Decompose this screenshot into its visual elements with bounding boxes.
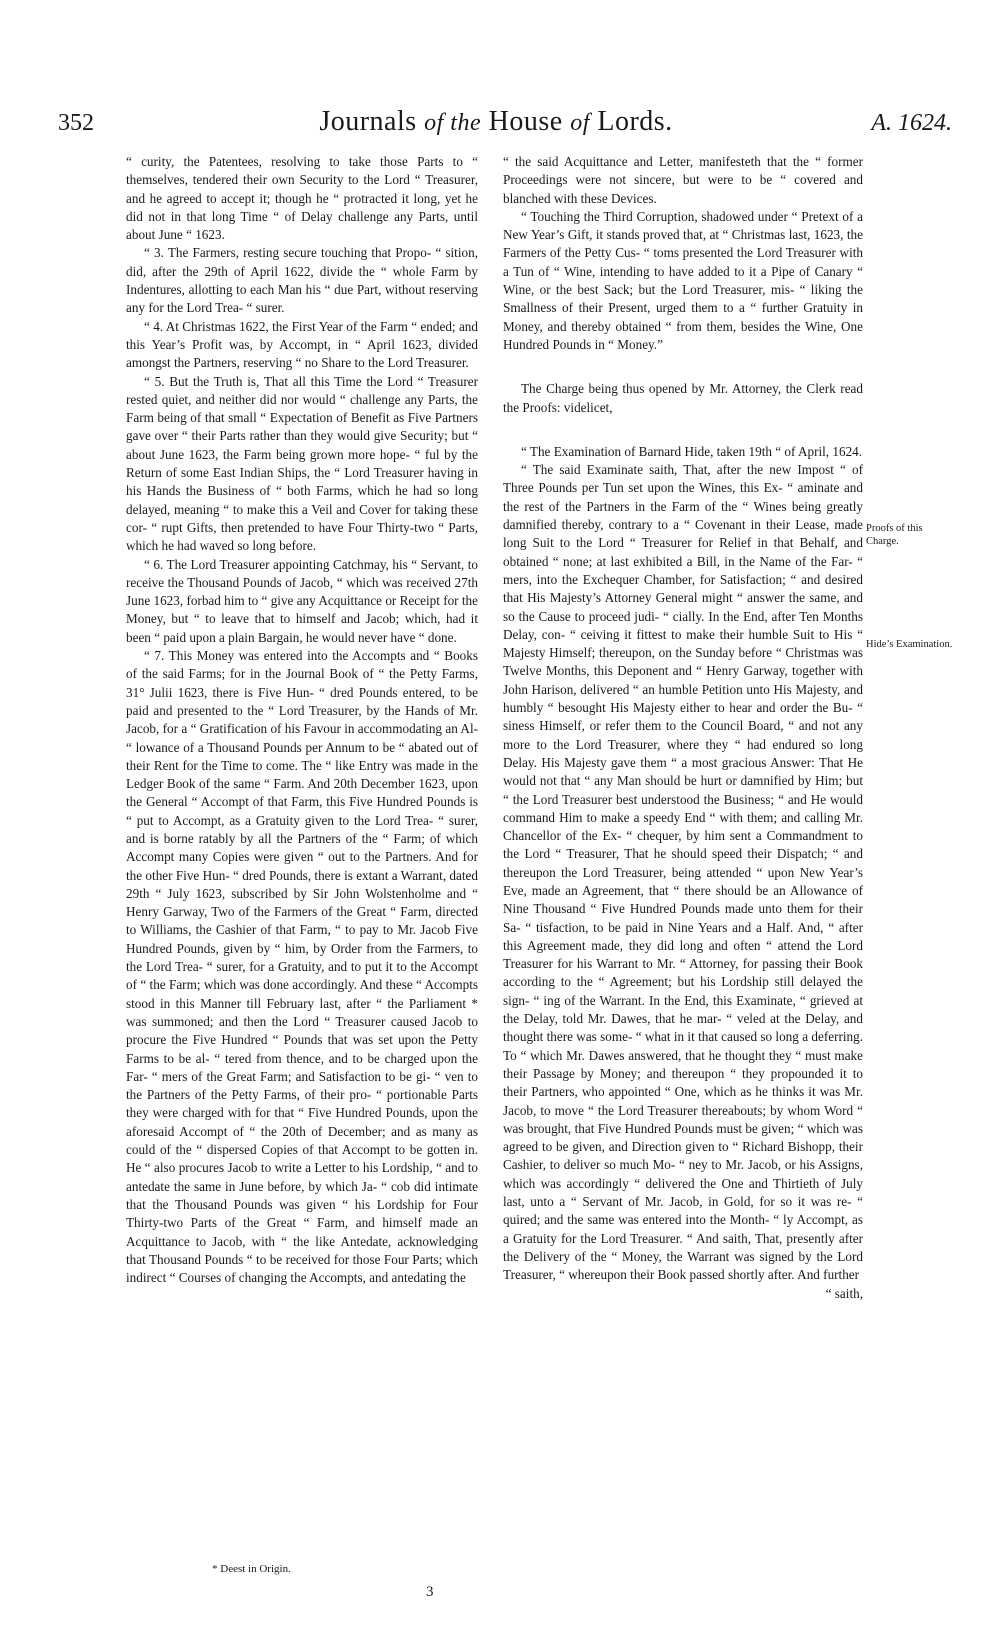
year-header: A. 1624. xyxy=(871,110,952,136)
footnote: * Deest in Origin. xyxy=(212,1563,291,1575)
paragraph-charge-opened: The Charge being thus opened by Mr. Attorney, the Clerk read the Proofs: videlicet, xyxy=(503,381,863,415)
paragraph-acquittance: “ the said Acquittance and Letter, manifesteth that the “ former Proceedings were not sincere, but were to be “ covered and blanched with these Devices. xyxy=(503,154,863,206)
paragraph-hide-examination: “ The said Examinate saith, That, after the new Impost “ of Three Pounds per Tun set upon the Wines, this Ex- “ aminate and the rest of the Partners in the Farm of the “ Wines being greatly damnified thereby, contrary to a “ Covenant in their Lease, made long Suit to the Lord “ Treasurer for Relief in that Behalf, and obtained “ none; at last exhibited a Bill, in the Name of the Far- “ mers, into the Exchequer Chamber, for Satisfaction; “ and desired that His Majesty’s Attorney General might “ answer the same, and so the Cause to proceed judi- “ cially. In the End, after Ten Months Delay, con- “ ceiving it fittest to make their humble Suit to His “ Majesty Himself; thereupon, on the Sunday before “ Christmas was Twelve Months, this Deponent and “ Henry Garway, together with John Harison, delivered “ an humble Petition unto His Majesty, and humbly “ besought His Majesty either to hear and order the Bu- “ siness Himself, or refer them to the Council Board, “ and not any more to the Lord Treasurer, where they “ had endured so long Delay. His Majesty gave them “ a most gracious Answer: That He would not that “ any Man should be hurt or damnified by Him; but “ the Lord Treasurer best understood the Business; “ and He would command Him to make a speedy End “ with them; and calling Mr. Chancellor of the Ex- “ chequer, by him sent a Commandment to the Lord “ Treasurer, That he should speed their Dispatch; “ and thereupon the Lord Treasurer, being attended “ upon New Year’s Eve, made an Agreement, that “ there should be an Allowance of Nine Thousand “ Five Hundred Pounds made unto them for their Sa- “ tisfaction, to be paid in Nine Years and a Half. And, “ after this Agreement made, they did long and often “ attend the Lord Treasurer for his Warrant to Mr. “ Attorney, for passing their Book according to the “ Agreement; but his Lordship still delayed the sign- “ ing of the Warrant. In the End, this Examinate, “ grieved at the Delay, told Mr. Dawes, that he mar- “ veled at the Delay, and thought there was some- “ what in it that caused so long a deferring. To “ which Mr. Dawes answered, that he thought they “ must make their Passage by Money; and thereupon “ they propounded it to their Partners, who appointed “ One, which as he thinks it was Mr. Jacob, to move “ the Lord Treasurer thereabouts; by whom Word “ was brought, that Five Hundred Pounds must be given; “ which was agreed to be given, and Direction given to “ Richard Bishopp, their Cashier, to deliver so much Mo- “ ney to Mr. Jacob, or his Assigns, which was accordingly “ delivered the One and Thirtieth of July last, unto a “ Servant of Mr. Jacob, in Gold, for so it was re- “ quired; and the same was entered into the Month- “ ly Accompt, as a Gratuity for the Lord Treasurer. “ And saith, That, presently after the Delivery of the “ Money, the Warrant was signed by the Lord Treasurer, “ whereupon their Book passed shortly after. And further xyxy=(503,462,863,1283)
paragraph-security: “ curity, the Patentees, resolving to take those Parts to “ themselves, tendered their own Security to the Lord “ Treasurer, and he agreed to accept it; though he “ protracted it long, yet he did not in that long Time “ of Delay challenge any Parts, until about June “ 1623. xyxy=(126,154,478,243)
catchword: “ saith, xyxy=(825,1285,863,1301)
title-of: of xyxy=(570,110,590,136)
paragraph-6: “ 6. The Lord Treasurer appointing Catchmay, his “ Servant, to receive the Thousand Pounds of Jacob, “ which was received 27th June 1623, forbad him to “ give any Acquittance or Receipt for the Money, but “ to leave that to himself and Jacob; which, had it been “ paid upon a plain Bargain, he would never have “ done. xyxy=(126,556,478,645)
signature-mark: 3 xyxy=(426,1584,434,1600)
paragraph-3: “ 3. The Farmers, resting secure touching that Propo- “ sition, did, after the 29th of April 1622, divide the “ whole Farm by Indentures, allotting to each Man his “ due Part, without reserving any for the Lord Trea- “ surer. xyxy=(126,245,478,316)
title-journals: Journals xyxy=(319,106,417,137)
title-of-the: of the xyxy=(424,110,482,136)
right-column xyxy=(503,153,863,1303)
paragraph-4: “ 4. At Christmas 1622, the First Year of the Farm “ ended; and this Year’s Profit was, by Accompt, in “ April 1623, divided amongst the Partners, reserving “ no Share to the Lord Treasurer. xyxy=(126,318,478,371)
page-number: 352 xyxy=(58,110,94,136)
page-header xyxy=(0,104,992,144)
paragraph-5: “ 5. But the Truth is, That all this Time the Lord “ Treasurer rested quiet, and neither did nor would “ challenge any Parts, the Farm being of that small “ Expectation of Benefit as Five Partners gave over “ their Parts rather than they would give Security; but “ about June 1623, the Farm being grown more hope- “ ful by the Return of some East Indian Ships, the “ Lord Treasurer having in his Hands the Business of “ both Farms, which he had so long delayed, meaning “ to make this a Veil and Cover for taking these cor- “ rupt Gifts, then pretended to have Four Thirty-two “ Parts, which he had waved so long before. xyxy=(126,373,478,554)
title-lords: Lords. xyxy=(597,106,673,137)
examination-heading: “ The Examination of Barnard Hide, taken 19th “ of April, 1624. xyxy=(521,443,863,459)
margin-note-hide: Hide’s Examination. xyxy=(866,639,953,650)
running-title xyxy=(0,106,992,138)
paragraph-third-corruption: “ Touching the Third Corruption, shadowed under “ Pretext of a New Year’s Gift, it stands proved that, at “ Christmas last, 1623, the Farmers of the Petty Cus- “ toms presented the Lord Treasurer with a Tun of “ Wine, intending to have added to it a Pipe of Canary “ Wine, or the best Sack; but the Lord Treasurer, mis- “ liking the Smallness of their Present, urged them to a “ further Gratuity in Money, and thereby obtained “ from them, besides the Wine, One Hundred Pounds in “ Money.” xyxy=(503,208,863,352)
margin-note-proofs: Proofs of this Charge. xyxy=(866,523,923,547)
paragraph-7: “ 7. This Money was entered into the Accompts and “ Books of the said Farms; for in the Journal Book of “ the Petty Farms, 31° Julii 1623, there is Five Hun- “ dred Pounds entered, to be paid and presented to the “ Lord Treasurer, by the Hands of Mr. Jacob, for a “ Gratification of his Favour in accommodating an Al- “ lowance of a Thousand Pounds per Annum to be “ abated out of their Rent for the Time to come. The “ like Entry was made in the Ledger Book of the same “ Farm. And 20th December 1623, upon the General “ Accompt of that Farm, this Five Hundred Pounds is “ put to Accompt, as a Gratuity given to the Lord Trea- “ surer, and is borne ratably by all the Partners of the “ Farm; of which Accompt many Copies were given “ out to the Partners. And for the other Five Hun- “ dred Pounds, there is extant a Warrant, dated 29th “ July 1623, subscribed by Sir John Wolstenholme and “ Henry Garway, Two of the Farmers of the Great “ Farm, directed to Williams, the Cashier of that Farm, “ to pay to Mr. Jacob Five Hundred Pounds, given by “ him, by Order from the Farmers, to the Lord Trea- “ surer, for a Gratuity, and to put it to the Accompt of “ the Farm; which was done accordingly. And these “ Accompts stood in this Manner till February last, after “ the Parliament * was summoned; and then the Lord “ Treasurer caused Jacob to procure the Five Hundred “ Pounds that was set upon the Petty Farms to be al- “ tered from thence, and to be charged upon the Far- “ mers of the Great Farm; and Satisfaction to be gi- “ ven to the Partners of the Petty Farms, of their pro- “ portionable Parts they were charged with for that “ Five Hundred Pounds, upon the aforesaid Accompt of “ the 20th of December; and as many as could of the “ dispersed Copies of that Accompt to be gotten in. He “ also procures Jacob to write a Letter to his Lordship, “ and to antedate the same in June before, by which Ja- “ cob did intimate that the Thousand Pounds was given “ his Lordship for Four Thirty-two Parts of the Great “ Farm, and himself made an Acquittance to Jacob, with “ the like Antedate, acknowledging that Thousand Pounds “ to be received for those Four Parts; which indirect “ Courses of changing the Accompts, and antedating the xyxy=(126,648,478,1286)
title-house: House xyxy=(488,106,563,137)
left-column xyxy=(126,153,478,1287)
